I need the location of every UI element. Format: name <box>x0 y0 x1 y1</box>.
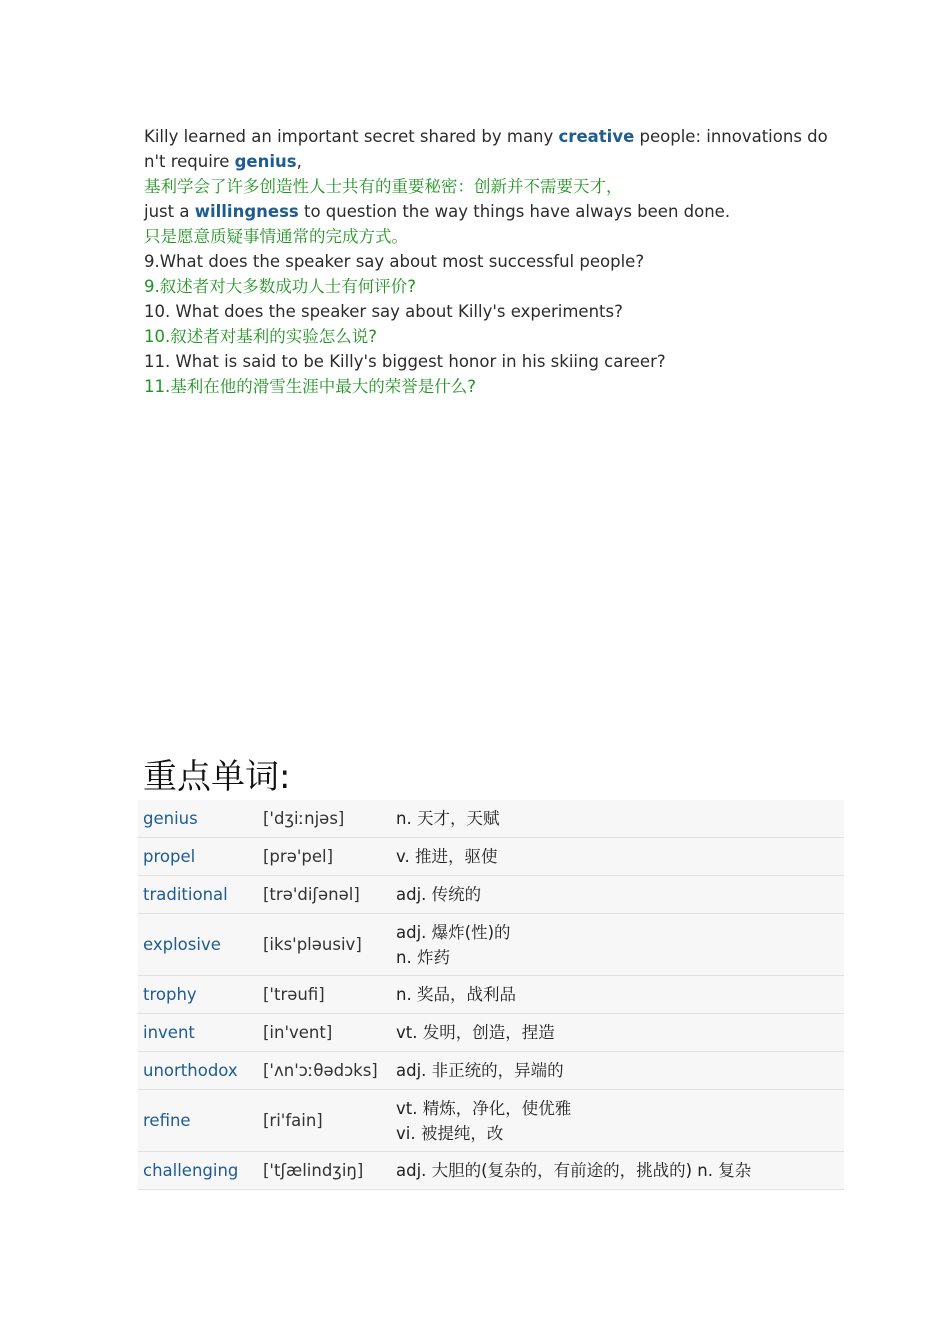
keyword-creative: creative <box>558 127 635 146</box>
vocab-phonetic: [prə'pel] <box>258 838 391 876</box>
vocab-word: challenging <box>138 1152 258 1190</box>
vocab-row <box>138 914 844 976</box>
vocab-meaning <box>391 1014 844 1052</box>
vocab-meaning <box>391 876 844 914</box>
question-9-chinese: 9.叙述者对大多数成功人士有何评价? <box>144 277 417 296</box>
vocab-table <box>138 800 844 1190</box>
passage-line-english <box>144 149 824 174</box>
vocab-row <box>138 1052 844 1090</box>
vocab-meaning-line: n. 炸药 <box>396 947 450 967</box>
vocab-meaning-line: v. 推进，驱使 <box>396 847 498 866</box>
passage-line-chinese: 只是愿意质疑事情通常的完成方式。 <box>144 227 408 246</box>
vocab-phonetic: [ri'fain] <box>258 1090 391 1152</box>
vocab-phonetic: ['tʃælindʒiŋ] <box>258 1152 391 1190</box>
vocab-phonetic: [iks'pləusiv] <box>258 914 391 976</box>
vocab-meaning-line: adj. 非正统的，异端的 <box>396 1061 564 1080</box>
question-11-chinese: 11.基利在他的滑雪生涯中最大的荣誉是什么? <box>144 377 476 396</box>
vocab-word: refine <box>138 1090 258 1152</box>
question-10-english: 10. What does the speaker say about Killy's experiments? <box>144 302 623 321</box>
passage-line-english <box>144 124 828 149</box>
vocab-meaning-line: vt. 发明，创造，捏造 <box>396 1023 555 1042</box>
question-10-chinese: 10.叙述者对基利的实验怎么说? <box>144 327 377 346</box>
vocab-meaning-line: adj. 大胆的(复杂的，有前途的，挑战的) n. 复杂 <box>396 1161 752 1180</box>
vocab-meaning-line: vi. 被提纯，改 <box>396 1123 504 1143</box>
vocab-word: genius <box>138 800 258 838</box>
passage <box>144 124 828 399</box>
vocab-word: propel <box>138 838 258 876</box>
vocab-phonetic: [in'vent] <box>258 1014 391 1052</box>
vocab-row <box>138 876 844 914</box>
passage-line-english <box>144 199 824 224</box>
vocab-heading: 重点单词: <box>143 757 291 797</box>
vocab-word: unorthodox <box>138 1052 258 1090</box>
vocab-phonetic: ['trəufi] <box>258 976 391 1014</box>
vocab-phonetic: ['ʌn'ɔːθədɔks] <box>258 1052 391 1090</box>
vocab-word: trophy <box>138 976 258 1014</box>
question-11-english: 11. What is said to be Killy's biggest honor in his skiing career? <box>144 352 666 371</box>
vocab-meaning <box>391 1152 844 1190</box>
question-9-english: 9.What does the speaker say about most successful people? <box>144 252 645 271</box>
passage-line-chinese: 基利学会了许多创造性人士共有的重要秘密：创新并不需要天才， <box>144 177 623 196</box>
vocab-meaning <box>391 976 844 1014</box>
vocab-row <box>138 1152 844 1190</box>
vocab-meaning <box>391 1052 844 1090</box>
passage-text: just a <box>144 202 195 221</box>
keyword-genius: genius <box>234 152 297 171</box>
vocab-word: explosive <box>138 914 258 976</box>
passage-text: people: innovations do <box>634 127 828 146</box>
keyword-willingness: willingness <box>194 202 299 221</box>
passage-text: , <box>296 152 302 171</box>
vocab-row <box>138 1014 844 1052</box>
vocab-phonetic: [trə'diʃənəl] <box>258 876 391 914</box>
vocab-meaning <box>391 838 844 876</box>
passage-text: to question the way things have always been done. <box>298 202 731 221</box>
vocab-word: traditional <box>138 876 258 914</box>
vocab-meaning <box>391 800 844 838</box>
vocab-meaning <box>391 1090 844 1152</box>
vocab-row <box>138 800 844 838</box>
vocab-meaning-line: n. 天才，天赋 <box>396 809 500 828</box>
passage-text: Killy learned an important secret shared by many <box>144 127 559 146</box>
vocab-meaning <box>391 914 844 976</box>
vocab-meaning-line: adj. 爆炸(性)的 <box>396 922 511 942</box>
passage-text: n't require <box>144 152 235 171</box>
vocab-phonetic: ['dʒiːnjəs] <box>258 800 391 838</box>
vocab-meaning-line: n. 奖品，战利品 <box>396 985 516 1004</box>
vocab-row <box>138 976 844 1014</box>
vocab-word: invent <box>138 1014 258 1052</box>
vocab-row <box>138 1090 844 1152</box>
vocab-meaning-line: vt. 精炼，净化，使优雅 <box>396 1098 572 1118</box>
vocab-row <box>138 838 844 876</box>
vocab-meaning-line: adj. 传统的 <box>396 885 482 904</box>
